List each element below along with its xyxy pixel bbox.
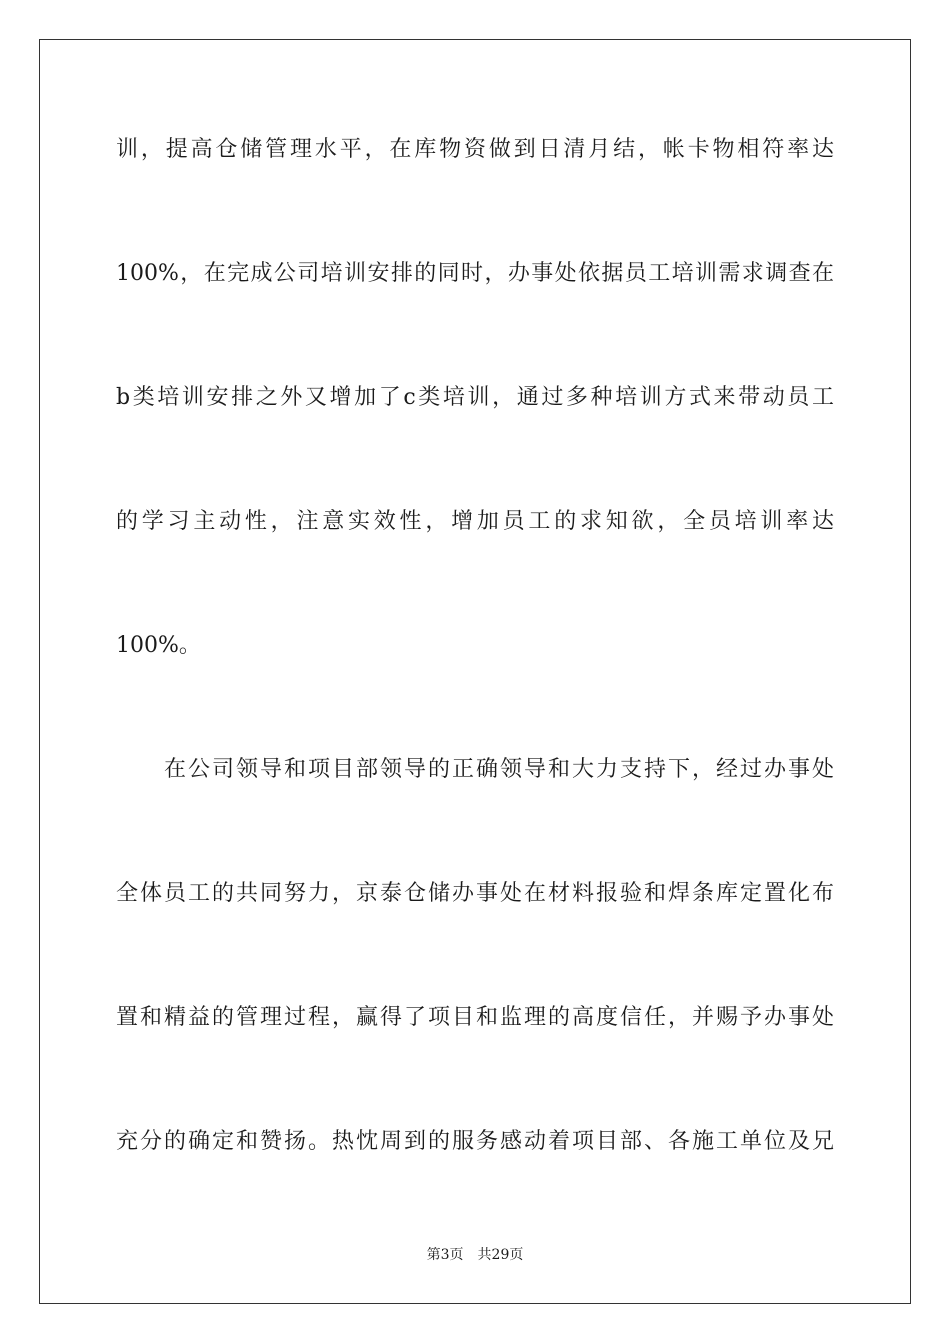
text-line-5: 100%。 [116, 633, 201, 658]
text-line-9: 充分的确定和赞扬。热忱周到的服务感动着项目部、各施工单位及兄 [116, 1129, 834, 1154]
page-border [39, 39, 911, 1304]
text-line-7: 全体员工的共同努力，京泰仓储办事处在材料报验和焊条库定置化布 [116, 881, 834, 906]
text-line-6-paragraph-start: 在公司领导和项目部领导的正确领导和大力支持下，经过办事处 [164, 757, 834, 782]
text-line-1: 训，提高仓储管理水平，在库物资做到日清月结，帐卡物相符率达 [116, 137, 834, 162]
text-line-4: 的学习主动性，注意实效性，增加员工的求知欲，全员培训率达 [116, 509, 834, 534]
text-line-2: 100%，在完成公司培训安排的同时，办事处依据员工培训需求调查在 [116, 261, 834, 286]
text-line-8: 置和精益的管理过程，赢得了项目和监理的高度信任，并赐予办事处 [116, 1005, 834, 1030]
page-number-footer: 第3页 共29页 [426, 1247, 524, 1263]
text-line-3: b类培训安排之外又增加了c类培训，通过多种培训方式来带动员工 [116, 385, 834, 410]
